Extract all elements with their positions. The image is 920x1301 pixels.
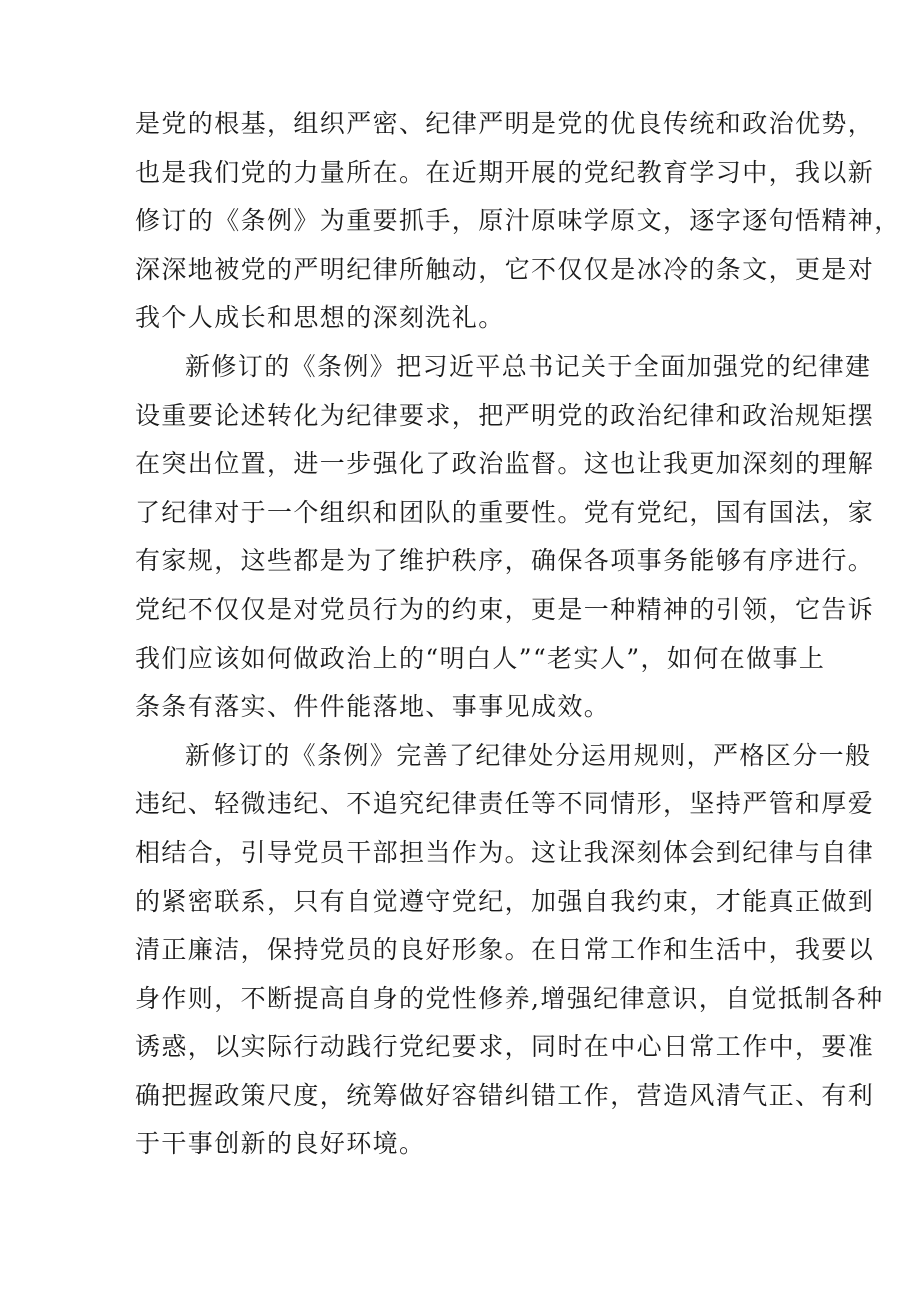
text-line: 新修订的《条例》把习近平总书记关于全面加强党的纪律建 xyxy=(185,351,872,381)
text-line: 确把握政策尺度，统筹做好容错纠错工作，营造风清气正、有利 xyxy=(135,1080,875,1110)
text-line: 身作则，不断提高自身的党性修养,增强纪律意识，自觉抵制各种 xyxy=(135,983,884,1013)
document-body xyxy=(135,100,901,1169)
paragraph-3 xyxy=(135,732,884,1169)
text-line: 设重要论述转化为纪律要求，把严明党的政治纪律和政治规矩摆 xyxy=(135,400,875,430)
text-line: 违纪、轻微违纪、不追究纪律责任等不同情形，坚持严管和厚爱 xyxy=(135,789,875,819)
text-line: 了纪律对于一个组织和团队的重要性。党有党纪，国有国法，家 xyxy=(135,497,875,527)
paragraph-2 xyxy=(135,343,875,732)
text-line: 也是我们党的力量所在。在近期开展的党纪教育学习中，我以新 xyxy=(135,157,875,187)
text-line: 诱惑，以实际行动践行党纪要求，同时在中心日常工作中，要准 xyxy=(135,1032,875,1062)
text-line: 在突出位置，进一步强化了政治监督。这也让我更加深刻的理解 xyxy=(135,449,875,479)
text-line: 新修订的《条例》完善了纪律处分运用规则，严格区分一般 xyxy=(185,740,872,770)
text-line: 相结合，引导党员干部担当作为。这让我深刻体会到纪律与自律 xyxy=(135,837,875,867)
text-line: 深深地被党的严明纪律所触动，它不仅仅是冰冷的条文，更是对 xyxy=(135,254,875,284)
text-line: 是党的根基，组织严密、纪律严明是党的优良传统和政治优势， xyxy=(135,109,875,138)
text-line: 我个人成长和思想的深刻洗礼。 xyxy=(135,303,505,333)
text-line: 党纪不仅仅是对党员行为的约束，更是一种精神的引领，它告诉 xyxy=(135,594,875,624)
text-line: 有家规，这些都是为了维护秩序，确保各项事务能够有序进行。 xyxy=(135,546,875,576)
paragraph-1 xyxy=(135,100,901,343)
text-line: 条条有落实、件件能落地、事事见成效。 xyxy=(135,692,611,722)
text-line: 我们应该如何做政治上的“明白人”“老实人”，如何在做事上 xyxy=(135,643,826,673)
text-line: 清正廉洁，保持党员的良好形象。在日常工作和生活中，我要以 xyxy=(135,935,875,965)
text-line: 修订的《条例》为重要抓手，原汁原味学原文，逐字逐句悟精神， xyxy=(135,206,901,236)
text-line: 于干事创新的良好环境。 xyxy=(135,1129,426,1159)
text-line: 的紧密联系，只有自觉遵守党纪，加强自我约束，才能真正做到 xyxy=(135,886,875,916)
